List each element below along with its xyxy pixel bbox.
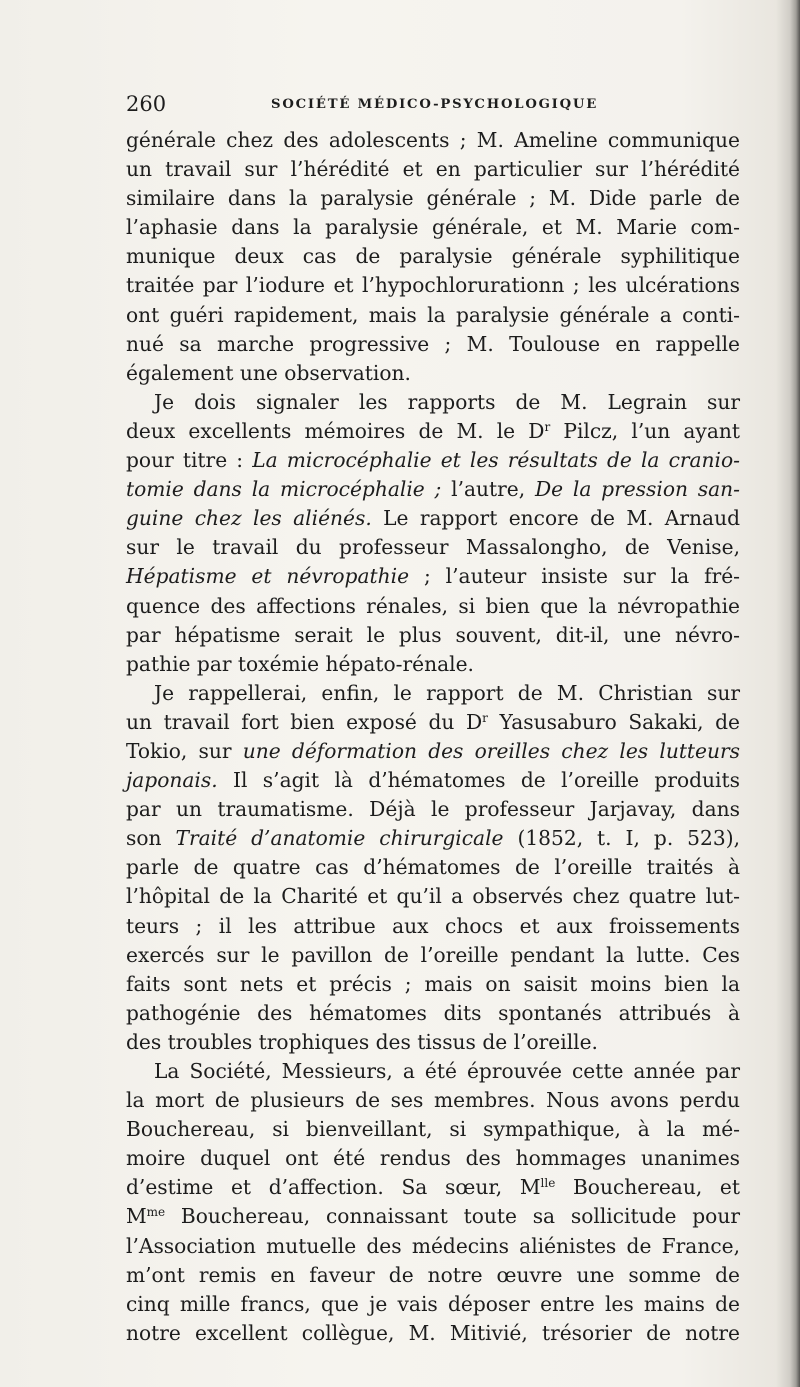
text-line: l’hôpital de la Charité et qu’il a observés chez quatre lut- <box>126 884 740 909</box>
text-line: quence des affections rénales, si bien que la névropathie <box>126 593 740 618</box>
text-line: la mort de plusieurs de ses membres. Nous avons perdu <box>126 1088 740 1113</box>
text-line: japonais. Il s’agit là d’hématomes de l’oreille produits <box>126 768 740 793</box>
text-line: un travail sur l’hérédité et en particulier sur l’hérédité <box>126 157 740 182</box>
text-line: moire duquel ont été rendus des hommages unanimes <box>126 1146 740 1171</box>
text-line: faits sont nets et précis ; mais on saisit moins bien la <box>126 971 740 996</box>
text-line: l’aphasie dans la paralysie générale, et M. Marie com- <box>126 215 740 240</box>
text-line: exercés sur le pavillon de l’oreille pendant la lutte. Ces <box>126 942 740 967</box>
text-line: munique deux cas de paralysie générale syphilitique <box>126 244 740 269</box>
text-line: parle de quatre cas d’hématomes de l’oreille traités à <box>126 855 740 880</box>
text-line: d’estime et d’affection. Sa sœur, $M^{lle}$ Bouchereau, et <box>126 1175 740 1200</box>
text-line: $M^{me}$ Bouchereau, connaissant toute sa sollicitude pour <box>126 1204 740 1229</box>
text-line: Je rappellerai, enfin, le rapport de M. Christian sur <box>154 680 740 705</box>
text-line: pathogénie des hématomes dits spontanés attribués à <box>126 1000 740 1025</box>
text-line: Bouchereau, si bienveillant, si sympathique, à la mé- <box>126 1117 740 1142</box>
text-line: traitée par l’iodure et l’hypochlorurationn ; les ulcérations <box>126 273 740 298</box>
text-line: également une observation. <box>126 360 411 385</box>
text-line: son Traité d’anatomie chirurgicale (1852, t. I, p. 523), <box>126 826 741 851</box>
text-line: sur le travail du professeur Massalongho, de Venise, <box>126 535 740 560</box>
text-line: ont guéri rapidement, mais la paralysie générale a conti- <box>126 302 740 327</box>
text-line: Hépatisme et névropathie ; l’auteur insiste sur la fré- <box>126 564 741 589</box>
page-edge-shadow <box>790 0 800 1387</box>
text-line: teurs ; il les attribue aux chocs et aux froissements <box>126 913 740 938</box>
text-line: par un traumatisme. Déjà le professeur Jarjavay, dans <box>126 797 740 822</box>
text-line: La Société, Messieurs, a été éprouvée cette année par <box>154 1059 740 1083</box>
text-line: nué sa marche progressive ; M. Toulouse en rappelle <box>126 331 740 356</box>
text-line: un travail fort bien exposé du $D^r$ Yasusaburo Sakaki, de <box>126 709 740 734</box>
text-line: pour titre : La microcéphalie et les résultats de la cranio- <box>126 448 740 473</box>
text-line: générale chez des adolescents ; M. Ameline communique <box>126 128 740 152</box>
text-line: notre excellent collègue, M. Mitivié, trésorier de notre <box>126 1320 740 1345</box>
text-line: cinq mille francs, que je vais déposer entre les mains de <box>126 1291 740 1316</box>
text-line: l’Association mutuelle des médecins aliénistes de France, <box>126 1233 740 1258</box>
page-number: 260 <box>126 92 167 116</box>
body-text <box>126 126 740 1348</box>
text-line: Je dois signaler les rapports de M. Legrain sur <box>154 389 740 414</box>
running-head: SOCIÉTÉ MÉDICO-PSYCHOLOGIQUE <box>271 97 599 112</box>
text-line: guine chez les aliénés. Le rapport encore de M. Arnaud <box>126 506 740 531</box>
text-line: similaire dans la paralysie générale ; M. Dide parle de <box>126 186 740 211</box>
text-line: des troubles trophiques des tissus de l’oreille. <box>126 1029 598 1054</box>
text-line: m’ont remis en faveur de notre œuvre une somme de <box>126 1262 740 1287</box>
page-header <box>126 92 740 116</box>
text-line: par hépatisme serait le plus souvent, dit-il, une névro- <box>126 622 740 647</box>
text-line: Tokio, sur une déformation des oreilles chez les lutteurs <box>126 738 740 763</box>
text-line: pathie par toxémie hépato-rénale. <box>126 651 474 676</box>
text-line: deux excellents mémoires de M. le $D^r$ Pilcz, l’un ayant <box>126 418 740 443</box>
text-line: tomie dans la microcéphalie ; l’autre, De la pression san- <box>126 477 740 502</box>
